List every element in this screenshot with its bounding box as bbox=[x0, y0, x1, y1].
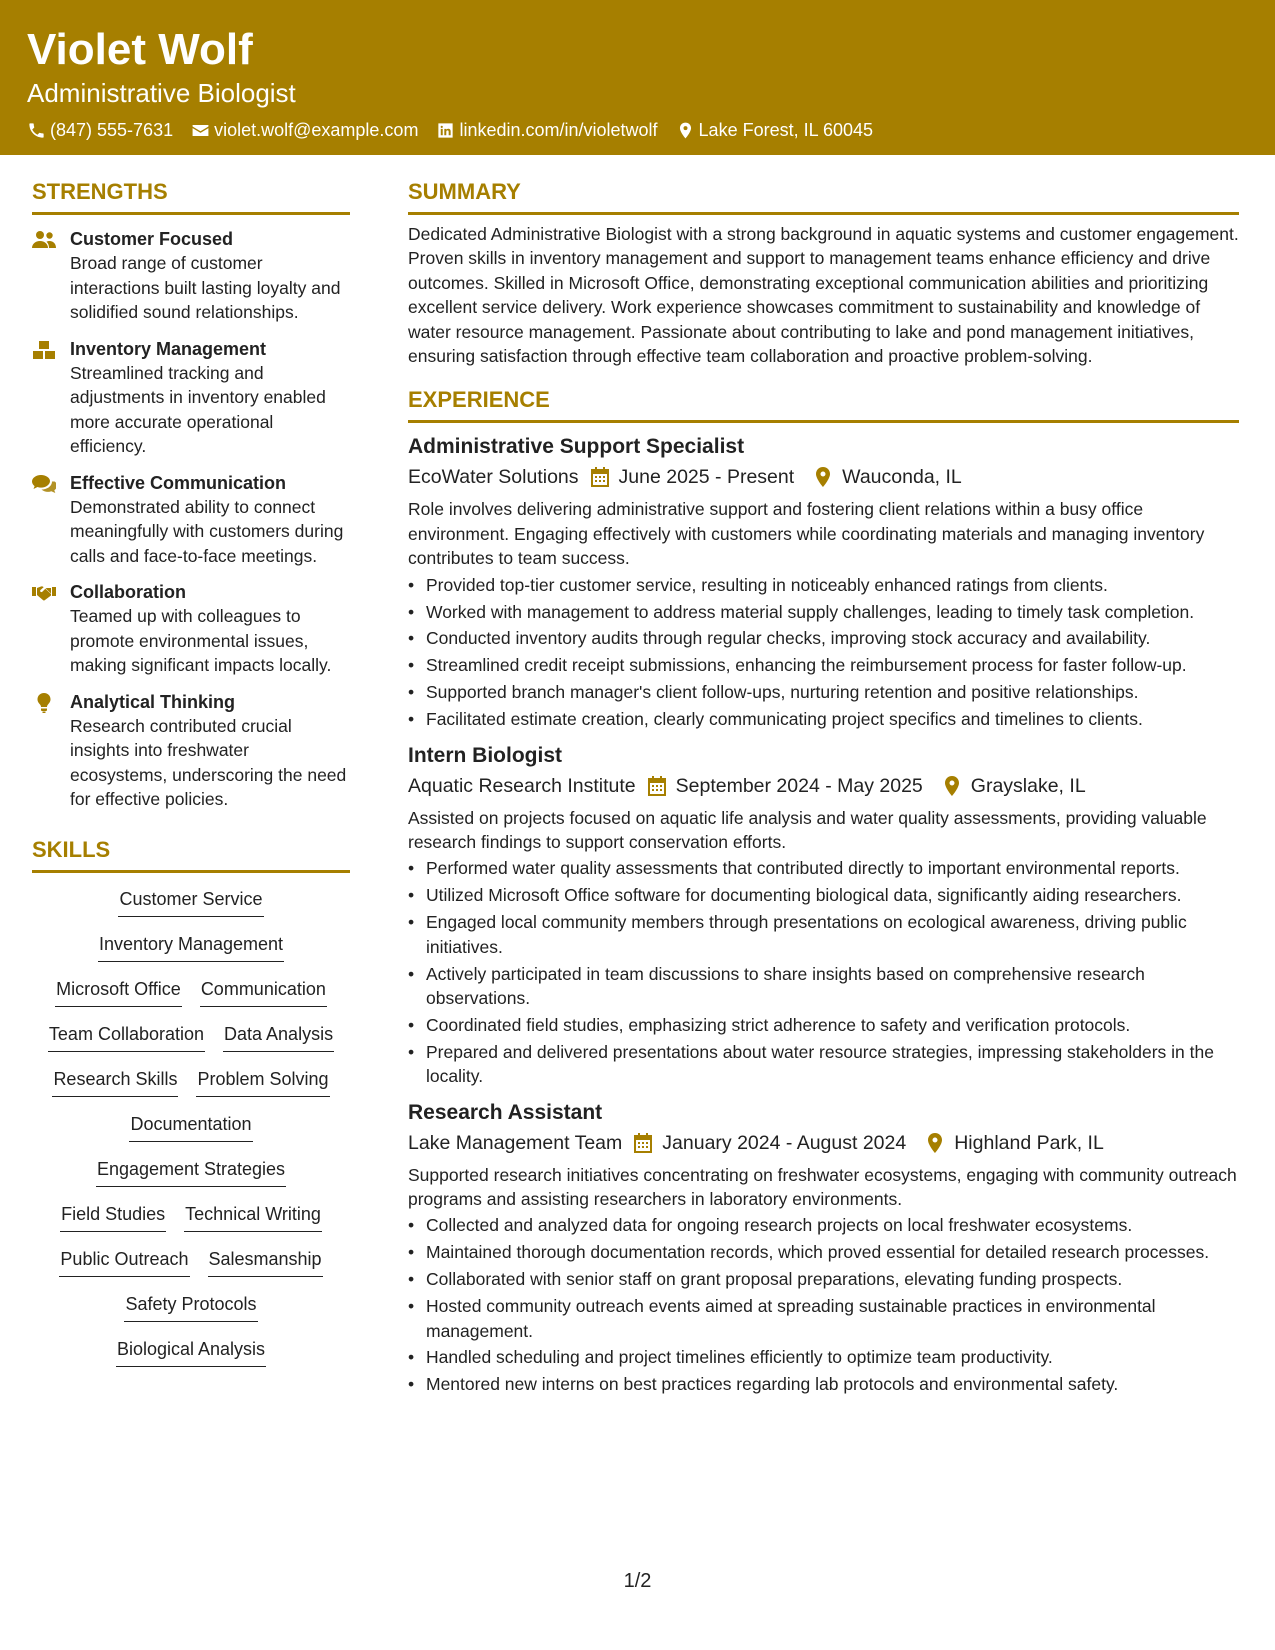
bullet-item: • Coordinated field studies, emphasizing strict adherence to safety and verification protocols. bbox=[408, 1013, 1239, 1037]
job-location: Highland Park, IL bbox=[954, 1131, 1104, 1154]
right-column bbox=[408, 178, 1239, 1399]
contact-location bbox=[676, 120, 873, 141]
job-title: Intern Biologist bbox=[408, 743, 562, 767]
strength-desc: Demonstrated ability to connect meaningfully with customers during calls and face-to-face meetings. bbox=[70, 496, 344, 566]
skill-tag: Technical Writing bbox=[184, 1202, 322, 1232]
handshake-icon bbox=[32, 583, 56, 603]
job-bullets bbox=[408, 573, 1239, 732]
calendar-icon bbox=[648, 776, 666, 796]
strength-title: Collaboration bbox=[70, 582, 186, 602]
strength-title: Customer Focused bbox=[70, 229, 234, 249]
job-bullets bbox=[408, 1213, 1239, 1396]
bullet-item: • Performed water quality assessments that contributed directly to important environmental reports. bbox=[408, 856, 1239, 880]
bullet-item: • Collected and analyzed data for ongoing research projects on local freshwater ecosystems. bbox=[408, 1213, 1239, 1237]
job-description: Role involves delivering administrative support and fostering client relations within a busy office environment. Engaging effectively with customers while coordinating materials and managing inventory contributes to team success. bbox=[408, 499, 1205, 569]
skill-tag: Team Collaboration bbox=[48, 1022, 205, 1052]
job-entry bbox=[408, 1099, 1239, 1397]
skill-tag: Documentation bbox=[129, 1112, 252, 1142]
bullet-item: • Prepared and delivered presentations about water resource strategies, impressing stakeholders in the locality. bbox=[408, 1040, 1239, 1089]
skill-tag: Problem Solving bbox=[196, 1067, 329, 1097]
job-entry bbox=[408, 742, 1239, 1089]
job-company: Aquatic Research Institute bbox=[408, 774, 636, 797]
skill-tag: Customer Service bbox=[118, 887, 263, 917]
job-meta bbox=[408, 772, 1239, 800]
bullet-item: • Engaged local community members through presentations on ecological awareness, driving public initiatives. bbox=[408, 910, 1239, 959]
skill-tag: Field Studies bbox=[60, 1202, 166, 1232]
bullet-item: • Provided top-tier customer service, resulting in noticeably enhanced ratings from clients. bbox=[408, 573, 1239, 597]
resume-header bbox=[0, 0, 1275, 155]
bullet-item: • Mentored new interns on best practices regarding lab protocols and environmental safety. bbox=[408, 1372, 1239, 1396]
job-bullets bbox=[408, 856, 1239, 1088]
skill-tag: Biological Analysis bbox=[116, 1337, 266, 1367]
skill-tag: Engagement Strategies bbox=[96, 1157, 286, 1187]
linkedin-icon bbox=[436, 121, 455, 140]
skill-tag: Communication bbox=[200, 977, 327, 1007]
calendar-icon bbox=[591, 467, 609, 487]
bullet-item: • Utilized Microsoft Office software for documenting biological data, significantly aiding researchers. bbox=[408, 883, 1239, 907]
envelope-icon bbox=[191, 121, 210, 140]
phone-text: (847) 555-7631 bbox=[50, 120, 174, 140]
linkedin-text: linkedin.com/in/violetwolf bbox=[459, 120, 658, 140]
strengths-heading: STRENGTHS bbox=[32, 178, 350, 215]
bullet-item: • Maintained thorough documentation records, which proved essential for detailed research processes. bbox=[408, 1240, 1239, 1264]
job-location: Wauconda, IL bbox=[842, 466, 962, 489]
boxes-icon bbox=[32, 340, 56, 360]
summary-heading: SUMMARY bbox=[408, 178, 1239, 215]
skill-tag: Salesmanship bbox=[208, 1247, 323, 1277]
left-column bbox=[32, 178, 350, 1382]
job-meta bbox=[408, 463, 1239, 491]
map-pin-icon bbox=[943, 776, 961, 796]
strength-item bbox=[32, 227, 350, 325]
bullet-item: • Supported branch manager's client follow-ups, nurturing retention and positive relationships. bbox=[408, 680, 1239, 704]
job-company: Lake Management Team bbox=[408, 1131, 623, 1154]
skill-tag: Microsoft Office bbox=[55, 977, 182, 1007]
bullet-item: • Hosted community outreach events aimed at spreading sustainable practices in environmental management. bbox=[408, 1294, 1239, 1343]
candidate-title: Administrative Biologist bbox=[27, 78, 296, 108]
contact-phone[interactable] bbox=[27, 120, 173, 141]
bullet-item: • Streamlined credit receipt submissions, enhancing the reimbursement process for faster follow-up. bbox=[408, 653, 1239, 677]
strength-item bbox=[32, 690, 350, 812]
comments-icon bbox=[32, 474, 56, 494]
job-title: Research Assistant bbox=[408, 1100, 603, 1124]
strength-title: Effective Communication bbox=[70, 472, 287, 493]
email-text: violet.wolf@example.com bbox=[214, 120, 419, 140]
strength-title: Analytical Thinking bbox=[70, 691, 236, 712]
page-number: 1/2 bbox=[623, 1570, 652, 1592]
contact-bar bbox=[27, 120, 1248, 141]
bullet-item: • Conducted inventory audits through regular checks, improving stock accuracy and availability. bbox=[408, 626, 1239, 650]
location-text: Lake Forest, IL 60045 bbox=[698, 120, 873, 140]
strength-desc: Research contributed crucial insights into freshwater ecosystems, underscoring the need for effective policies. bbox=[70, 715, 347, 809]
skill-tag: Data Analysis bbox=[223, 1022, 334, 1052]
calendar-icon bbox=[634, 1133, 652, 1153]
strength-desc: Streamlined tracking and adjustments in inventory enabled more accurate operational efficiency. bbox=[70, 362, 326, 456]
strength-desc: Teamed up with colleagues to promote environmental issues, making significant impacts locally. bbox=[70, 606, 332, 675]
job-entry bbox=[408, 433, 1239, 731]
strength-item bbox=[32, 580, 350, 678]
job-description: Assisted on projects focused on aquatic life analysis and water quality assessments, providing valuable research findings to support conservation efforts. bbox=[408, 807, 1207, 852]
users-icon bbox=[32, 230, 56, 250]
map-pin-icon bbox=[814, 467, 832, 487]
map-pin-icon bbox=[676, 121, 695, 140]
job-dates: June 2025 - Present bbox=[618, 466, 795, 489]
bullet-item: • Handled scheduling and project timelines efficiently to optimize team productivity. bbox=[408, 1345, 1239, 1369]
job-dates: September 2024 - May 2025 bbox=[675, 774, 923, 797]
contact-linkedin[interactable] bbox=[436, 120, 657, 141]
job-location: Grayslake, IL bbox=[970, 774, 1086, 797]
summary-text: Dedicated Administrative Biologist with a strong background in aquatic systems and customer engagement. Proven skills in inventory management and support to management teams enhance efficiency and drive outcomes. Skilled in Microsoft Office, demonstrating exceptional communication abilities and prioritizing excellent service delivery. Work experience showcases commitment to sustainability and knowledge of water resource management. Passionate about contributing to lake and pond management initiatives, ensuring satisfaction through effective team collaboration and proactive problem-solving. bbox=[408, 224, 1239, 367]
bullet-item: • Facilitated estimate creation, clearly communicating project specifics and timelines to clients. bbox=[408, 707, 1239, 731]
experience-heading: EXPERIENCE bbox=[408, 386, 1239, 423]
contact-email[interactable] bbox=[191, 120, 418, 141]
skill-tag: Inventory Management bbox=[98, 932, 284, 962]
strength-title: Inventory Management bbox=[70, 338, 267, 359]
skill-tag: Safety Protocols bbox=[124, 1292, 257, 1322]
skills-list bbox=[32, 887, 350, 1382]
lightbulb-icon bbox=[32, 693, 56, 713]
job-description: Supported research initiatives concentrating on freshwater ecosystems, engaging with community outreach programs and assisting researchers in laboratory environments. bbox=[408, 1164, 1237, 1209]
map-pin-icon bbox=[926, 1133, 944, 1153]
bullet-item: • Actively participated in team discussions to share insights based on comprehensive research observations. bbox=[408, 962, 1239, 1011]
job-meta bbox=[408, 1129, 1239, 1157]
job-company: EcoWater Solutions bbox=[408, 466, 579, 489]
strength-desc: Broad range of customer interactions built lasting loyalty and solidified sound relationships. bbox=[70, 253, 341, 322]
bullet-item: • Collaborated with senior staff on grant proposal preparations, elevating funding prospects. bbox=[408, 1267, 1239, 1291]
bullet-item: • Worked with management to address material supply challenges, leading to timely task completion. bbox=[408, 600, 1239, 624]
skill-tag: Public Outreach bbox=[59, 1247, 189, 1277]
skills-heading: SKILLS bbox=[32, 836, 350, 873]
candidate-name: Violet Wolf bbox=[27, 25, 253, 74]
job-title: Administrative Support Specialist bbox=[408, 435, 745, 459]
strength-item bbox=[32, 337, 350, 459]
skill-tag: Research Skills bbox=[52, 1067, 178, 1097]
phone-icon bbox=[27, 121, 46, 140]
strength-item bbox=[32, 471, 350, 569]
job-dates: January 2024 - August 2024 bbox=[662, 1131, 907, 1154]
